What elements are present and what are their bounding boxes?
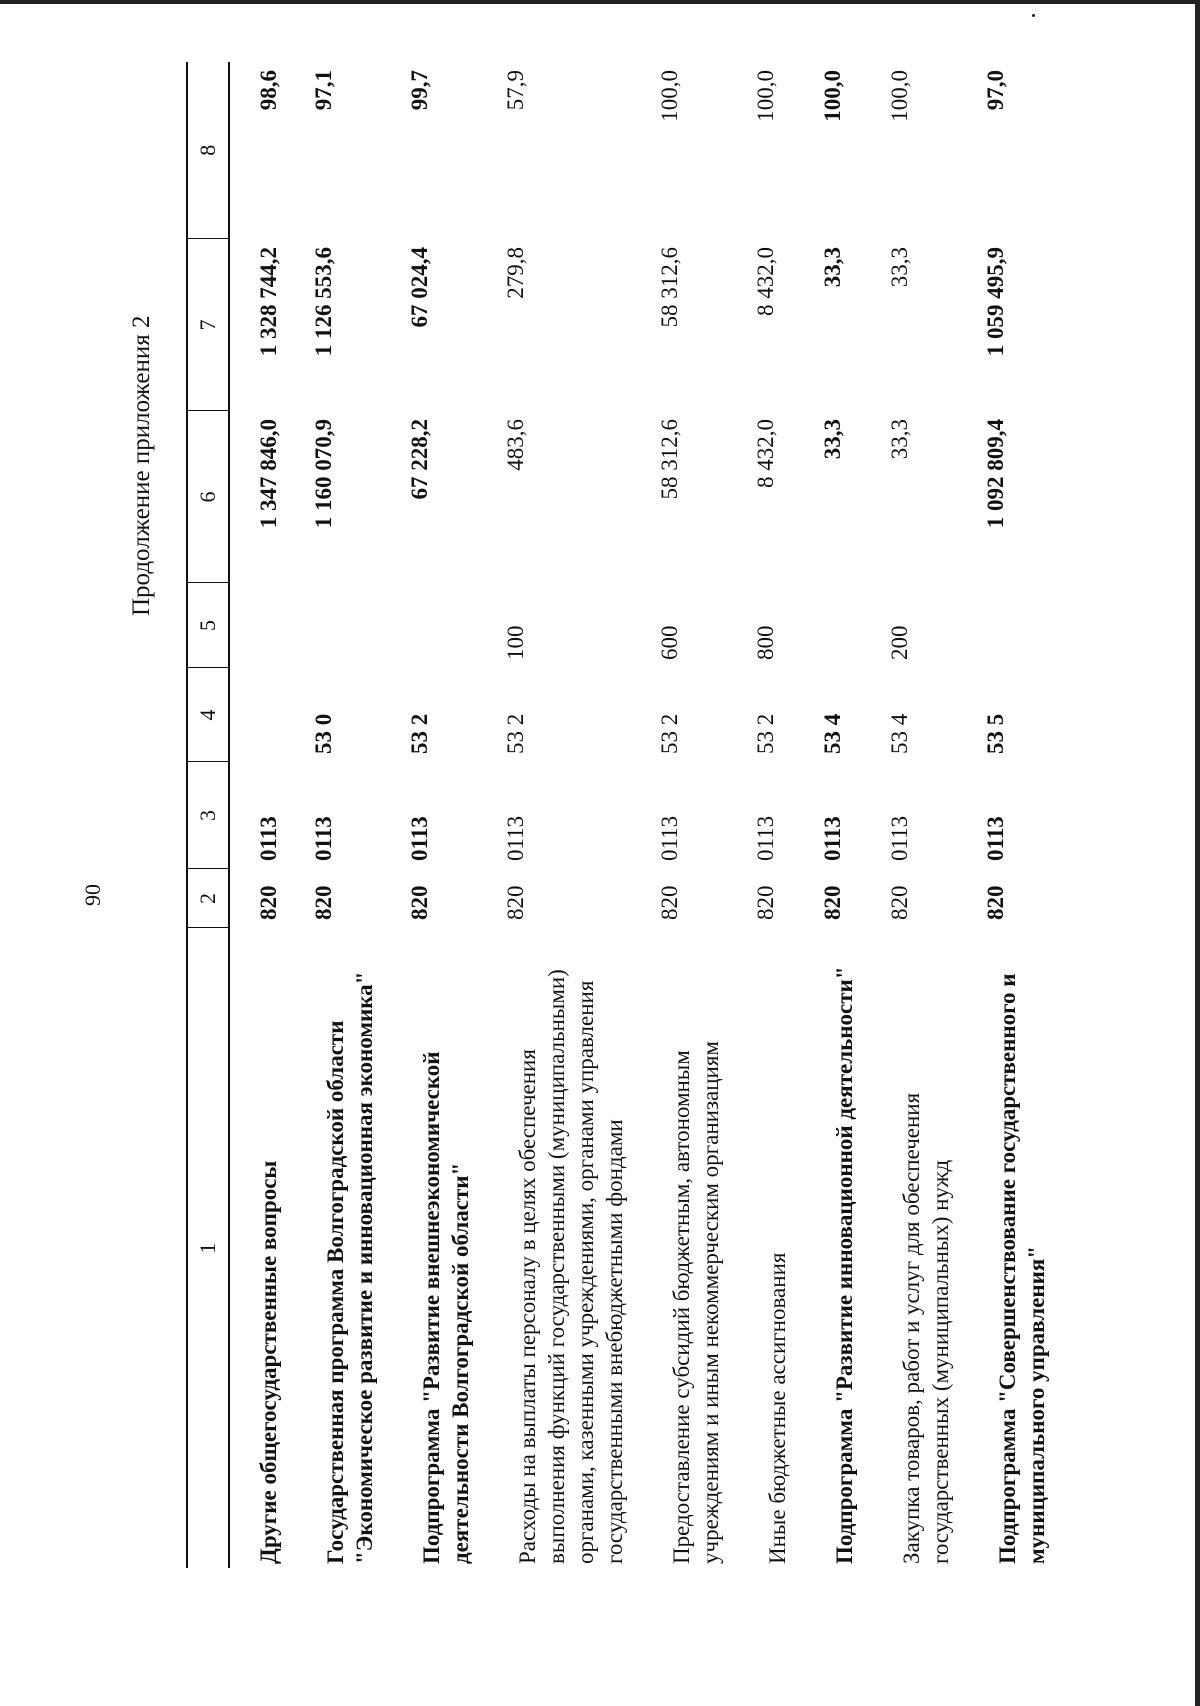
row-col-7: 1 126 553,6: [311, 247, 336, 357]
row-col-7: 58 312,6: [657, 247, 682, 328]
table-row: [309, 62, 405, 1568]
table-row: [885, 62, 981, 1568]
row-col-3: 0113: [887, 815, 912, 861]
row-col-3: 0113: [256, 816, 281, 861]
row-col-6: 67 228,2: [407, 419, 432, 500]
row-col-2: 820: [983, 885, 1008, 920]
row-col-4: 53 2: [753, 713, 778, 754]
row-col-5: [981, 583, 1077, 668]
row-col-8: 100,0: [820, 70, 845, 122]
col-header-5: 5: [187, 583, 229, 668]
row-col-6: 33,3: [820, 419, 845, 460]
row-col-6: 1 347 846,0: [256, 419, 281, 529]
row-col-4: 53 4: [820, 713, 845, 754]
row-col-5: 100: [503, 625, 528, 660]
row-col-6: 8 432,0: [753, 419, 778, 488]
col-header-6: 6: [187, 411, 229, 583]
page-number: 90: [80, 884, 105, 906]
row-col-4: 53 2: [503, 713, 528, 754]
table-row: [229, 62, 309, 1568]
row-col-4: 53 4: [887, 713, 912, 754]
row-col-3: 0113: [407, 816, 432, 861]
row-col-8: 97,0: [983, 70, 1008, 111]
appendix-caption: Продолжение приложения 2: [128, 315, 155, 616]
row-col-3: 0113: [753, 815, 778, 861]
row-col-8: 97,1: [311, 70, 336, 111]
row-name: Иные бюджетные ассигнования: [765, 1252, 790, 1564]
col-header-3: 3: [187, 762, 229, 869]
row-col-5: [818, 583, 885, 668]
row-col-7: 1 059 495,9: [983, 247, 1008, 357]
col-header-2: 2: [187, 869, 229, 928]
row-name: Расходы на выплаты персоналу в целях обеспечения выполнения функций государственными (муниципальными) органами, казенными учреждениями, органами управления государственными внебюджетными фондами: [515, 969, 627, 1564]
row-col-6: 1 092 809,4: [983, 419, 1008, 529]
table-row: [655, 62, 751, 1568]
row-col-8: 100,0: [657, 70, 682, 122]
row-col-2: 820: [311, 885, 336, 920]
row-col-6: 1 160 070,9: [311, 419, 336, 529]
row-col-8: 100,0: [753, 70, 778, 122]
table-row: [981, 62, 1077, 1568]
row-col-2: 820: [753, 885, 778, 920]
budget-table: [186, 62, 1077, 1568]
row-col-2: 820: [820, 885, 845, 920]
table-row: [751, 62, 818, 1568]
row-col-5: 800: [753, 625, 778, 660]
row-name: Другие общегосударственные вопросы: [256, 1160, 281, 1564]
row-name: Закупка товаров, работ и услуг для обеспечения государственных (муниципальных) нужд: [899, 1092, 953, 1564]
row-col-6: 58 312,6: [657, 419, 682, 500]
row-col-8: 57,9: [503, 70, 528, 111]
table-row: [405, 62, 501, 1568]
row-col-4: 53 0: [311, 713, 336, 754]
row-col-2: 820: [256, 885, 281, 920]
row-col-7: 1 328 744,2: [256, 247, 281, 357]
row-col-4: 53 2: [407, 713, 432, 754]
row-col-7: 279,8: [503, 247, 528, 299]
row-name: Подпрограмма "Совершенствование государственного и муниципального управления": [995, 973, 1049, 1564]
col-header-4: 4: [187, 668, 229, 762]
row-col-3: 0113: [657, 815, 682, 861]
row-col-7: 33,3: [887, 247, 912, 288]
row-col-5: [229, 583, 309, 668]
row-col-2: 820: [657, 885, 682, 920]
row-col-6: 33,3: [887, 419, 912, 460]
col-header-1: 1: [187, 928, 229, 1568]
table-row: [818, 62, 885, 1568]
row-col-2: 820: [887, 885, 912, 920]
row-col-2: 820: [503, 885, 528, 920]
row-col-4: 53 2: [657, 713, 682, 754]
row-col-3: 0113: [820, 816, 845, 861]
row-name: Предоставление субсидий бюджетным, автономным учреждениям и иным некоммерческим организациям: [669, 1041, 723, 1564]
row-col-8: 100,0: [887, 70, 912, 122]
row-col-2: 820: [407, 885, 432, 920]
row-col-7: 8 432,0: [753, 247, 778, 316]
row-col-8: 98,6: [256, 70, 281, 111]
row-col-8: 99,7: [407, 70, 432, 111]
row-col-5: 600: [657, 625, 682, 660]
row-col-4: 53 5: [983, 713, 1008, 754]
row-name: Подпрограмма "Развитие внешнеэкономической деятельности Волгоградской области": [419, 1051, 473, 1564]
col-header-7: 7: [187, 239, 229, 411]
row-col-7: 67 024,4: [407, 247, 432, 328]
row-col-5: 200: [887, 625, 912, 660]
row-col-4: [229, 668, 309, 762]
row-col-3: 0113: [503, 815, 528, 861]
row-col-3: 0113: [983, 816, 1008, 861]
col-header-8: 8: [187, 62, 229, 239]
header-row: [187, 62, 229, 1568]
table-row: [501, 62, 655, 1568]
row-col-6: 483,6: [503, 419, 528, 471]
row-name: Государственная программа Волгоградской области "Экономическое развитие и инновационная экономика": [323, 971, 377, 1564]
row-col-7: 33,3: [820, 247, 845, 288]
row-col-5: [309, 583, 405, 668]
row-name: Подпрограмма "Развитие инновационной деятельности": [832, 966, 857, 1564]
row-col-5: [405, 583, 501, 668]
row-col-3: 0113: [311, 816, 336, 861]
